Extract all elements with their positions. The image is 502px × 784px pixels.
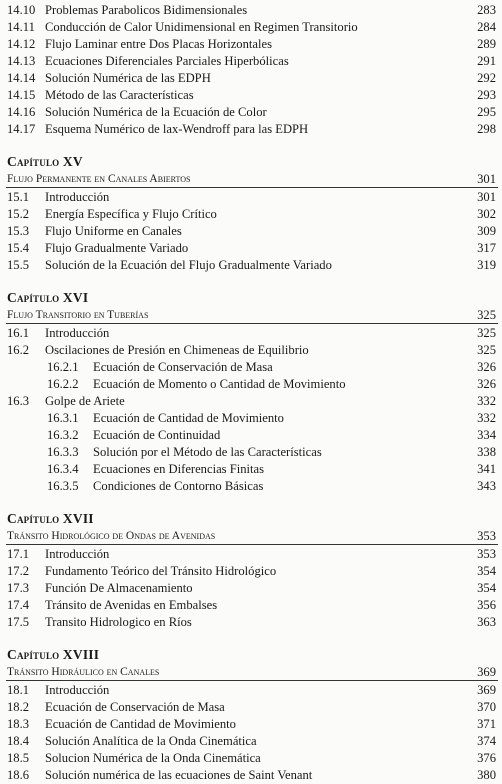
page-number: 332 — [477, 394, 496, 408]
chapter-heading: Capítulo XVI — [7, 290, 89, 305]
entry-number: 15.3 — [7, 224, 30, 238]
toc-subentry — [0, 478, 502, 495]
section-divider — [6, 323, 498, 324]
page-number: 326 — [477, 377, 496, 391]
entry-title: Conducción de Calor Unidimensional en Regimen Transitorio — [45, 20, 358, 34]
toc-entry — [0, 70, 502, 87]
entry-title: Función De Almacenamiento — [45, 581, 193, 595]
entry-number: 18.5 — [7, 751, 30, 765]
toc-subentry — [0, 427, 502, 444]
entry-number: 16.3.3 — [47, 445, 79, 459]
entry-title: Ecuación de Cantidad de Movimiento — [93, 411, 284, 425]
page-number: 325 — [477, 308, 496, 322]
entry-title: Solución Numérica de las EDPH — [45, 71, 211, 85]
toc-entry — [0, 393, 502, 410]
toc-subentry — [0, 461, 502, 478]
section-divider — [6, 544, 498, 545]
entry-number: 18.2 — [7, 700, 30, 714]
toc-entry — [0, 121, 502, 138]
page-number: 291 — [477, 54, 496, 68]
entry-title: Problemas Parabolicos Bidimensionales — [45, 3, 248, 17]
entry-title: Introducción — [45, 190, 110, 204]
page-number: 376 — [477, 751, 496, 765]
entry-title: Flujo Uniforme en Canales — [45, 224, 182, 238]
toc-entry — [0, 546, 502, 563]
page-number: 298 — [477, 122, 496, 136]
entry-title: Ecuación de Cantidad de Movimiento — [45, 717, 236, 731]
entry-title: Ecuación de Continuidad — [93, 428, 221, 442]
page-number: 369 — [477, 683, 496, 697]
section-divider — [6, 187, 498, 188]
page-number: 353 — [477, 547, 496, 561]
section-divider — [6, 680, 498, 681]
chapter-heading: Capítulo XVIII — [7, 647, 100, 662]
entry-number: 16.2.1 — [47, 360, 79, 374]
entry-number: 14.12 — [7, 37, 36, 51]
toc-entry — [0, 257, 502, 274]
toc-subentry — [0, 359, 502, 376]
entry-number: 14.11 — [7, 20, 35, 34]
page-number: 354 — [477, 564, 496, 578]
entry-number: 16.1 — [7, 326, 30, 340]
entry-title: Solución Analítica de la Onda Cinemática — [45, 734, 257, 748]
entry-title: Introducción — [45, 683, 110, 697]
toc-entry — [0, 342, 502, 359]
entry-title: Ecuación de Momento o Cantidad de Movimiento — [93, 377, 346, 391]
toc-entry — [0, 767, 502, 784]
entry-title: Introducción — [45, 547, 110, 561]
entry-number: 18.6 — [7, 768, 30, 782]
entry-title: Ecuaciones en Diferencias Finitas — [93, 462, 264, 476]
entry-number: 16.3.5 — [47, 479, 79, 493]
toc-entry — [0, 19, 502, 36]
page-number: 319 — [477, 258, 496, 272]
section-title: Tránsito Hidrológico de Ondas de Avenidas — [7, 530, 216, 542]
toc-subentry — [0, 444, 502, 461]
page-number: 283 — [477, 3, 496, 17]
entry-number: 15.5 — [7, 258, 30, 272]
page-number: 343 — [477, 479, 496, 493]
section-title: Flujo Permanente en Canales Abiertos — [7, 173, 191, 185]
page-number: 317 — [477, 241, 496, 255]
section-title: Flujo Transitorio en Tuberías — [7, 309, 149, 321]
entry-title: Condiciones de Contorno Básicas — [93, 479, 264, 493]
page-number: 326 — [477, 360, 496, 374]
toc-entry — [0, 325, 502, 342]
entry-number: 14.16 — [7, 105, 36, 119]
page-number: 301 — [477, 172, 496, 186]
page-number: 325 — [477, 326, 496, 340]
entry-number: 15.4 — [7, 241, 30, 255]
page-number: 374 — [477, 734, 496, 748]
page-number: 332 — [477, 411, 496, 425]
entry-number: 17.4 — [7, 598, 30, 612]
entry-title: Energía Específica y Flujo Crítico — [45, 207, 217, 221]
toc-subentry — [0, 376, 502, 393]
entry-title: Ecuaciones Diferenciales Parciales Hiperbólicas — [45, 54, 289, 68]
entry-number: 14.13 — [7, 54, 36, 68]
entry-number: 14.10 — [7, 3, 36, 17]
toc-entry — [0, 53, 502, 70]
page-number: 338 — [477, 445, 496, 459]
entry-title: Solucion Numérica de la Onda Cinemática — [45, 751, 261, 765]
entry-number: 17.5 — [7, 615, 30, 629]
entry-title: Esquema Numérico de lax-Wendroff para las EDPH — [45, 122, 309, 136]
entry-number: 16.3.4 — [47, 462, 79, 476]
page-number: 301 — [477, 190, 496, 204]
entry-title: Golpe de Ariete — [45, 394, 125, 408]
toc-subentry — [0, 410, 502, 427]
toc-entry — [0, 580, 502, 597]
entry-title: Tránsito de Avenidas en Embalses — [45, 598, 218, 612]
toc-entry — [0, 189, 502, 206]
entry-number: 16.2.2 — [47, 377, 79, 391]
toc-entry — [0, 223, 502, 240]
entry-number: 15.2 — [7, 207, 30, 221]
toc-entry — [0, 733, 502, 750]
entry-number: 16.2 — [7, 343, 30, 357]
page-number: 309 — [477, 224, 496, 238]
page-number: 302 — [477, 207, 496, 221]
entry-title: Ecuación de Conservación de Masa — [45, 700, 225, 714]
page-number: 354 — [477, 581, 496, 595]
chapter-heading: Capítulo XVII — [7, 511, 94, 526]
entry-title: Solución Numérica de la Ecuación de Color — [45, 105, 267, 119]
page-number: 380 — [477, 768, 496, 782]
toc-entry — [0, 614, 502, 631]
toc-entry — [0, 104, 502, 121]
entry-number: 17.3 — [7, 581, 30, 595]
entry-title: Solución numérica de las ecuaciones de Saint Venant — [45, 768, 313, 782]
page-number: 369 — [477, 665, 496, 679]
toc-entry — [0, 682, 502, 699]
entry-number: 14.14 — [7, 71, 36, 85]
toc-entry — [0, 2, 502, 19]
page-number: 356 — [477, 598, 496, 612]
section-title: Tránsito Hidráulico en Canales — [7, 666, 160, 678]
toc-entry — [0, 87, 502, 104]
entry-title: Flujo Laminar entre Dos Placas Horizontales — [45, 37, 272, 51]
entry-number: 18.4 — [7, 734, 30, 748]
toc-entry — [0, 563, 502, 580]
section-title-row — [0, 171, 502, 187]
entry-number: 15.1 — [7, 190, 30, 204]
page-number: 370 — [477, 700, 496, 714]
entry-title: Introducción — [45, 326, 110, 340]
entry-number: 14.15 — [7, 88, 36, 102]
entry-number: 18.1 — [7, 683, 30, 697]
toc-entry — [0, 240, 502, 257]
toc-entry — [0, 36, 502, 53]
toc-entry — [0, 699, 502, 716]
entry-title: Oscilaciones de Presión en Chimeneas de Equilibrio — [45, 343, 309, 357]
entry-title: Método de las Características — [45, 88, 194, 102]
page-number: 341 — [477, 462, 496, 476]
section-title-row — [0, 307, 502, 323]
entry-title: Flujo Gradualmente Variado — [45, 241, 189, 255]
entry-number: 18.3 — [7, 717, 30, 731]
toc-entry — [0, 750, 502, 767]
page-number: 284 — [477, 20, 496, 34]
page-number: 325 — [477, 343, 496, 357]
page-number: 371 — [477, 717, 496, 731]
toc-entry — [0, 716, 502, 733]
page-number: 289 — [477, 37, 496, 51]
page-number: 363 — [477, 615, 496, 629]
chapter-heading: Capítulo XV — [7, 154, 83, 169]
page-number: 293 — [477, 88, 496, 102]
entry-title: Solución por el Método de las Características — [93, 445, 322, 459]
entry-number: 16.3.2 — [47, 428, 79, 442]
entry-number: 16.3.1 — [47, 411, 79, 425]
entry-title: Fundamento Teórico del Tránsito Hidrológico — [45, 564, 277, 578]
entry-number: 14.17 — [7, 122, 36, 136]
entry-number: 17.1 — [7, 547, 30, 561]
page-number: 353 — [477, 529, 496, 543]
entry-title: Ecuación de Conservación de Masa — [93, 360, 273, 374]
entry-title: Solución de la Ecuación del Flujo Gradualmente Variado — [45, 258, 332, 272]
entry-title: Transito Hidrologico en Ríos — [45, 615, 192, 629]
entry-number: 16.3 — [7, 394, 30, 408]
page-number: 334 — [477, 428, 496, 442]
page-number: 292 — [477, 71, 496, 85]
page-number: 295 — [477, 105, 496, 119]
toc-entry — [0, 206, 502, 223]
section-title-row — [0, 664, 502, 680]
toc-entry — [0, 597, 502, 614]
section-title-row — [0, 528, 502, 544]
entry-number: 17.2 — [7, 564, 30, 578]
